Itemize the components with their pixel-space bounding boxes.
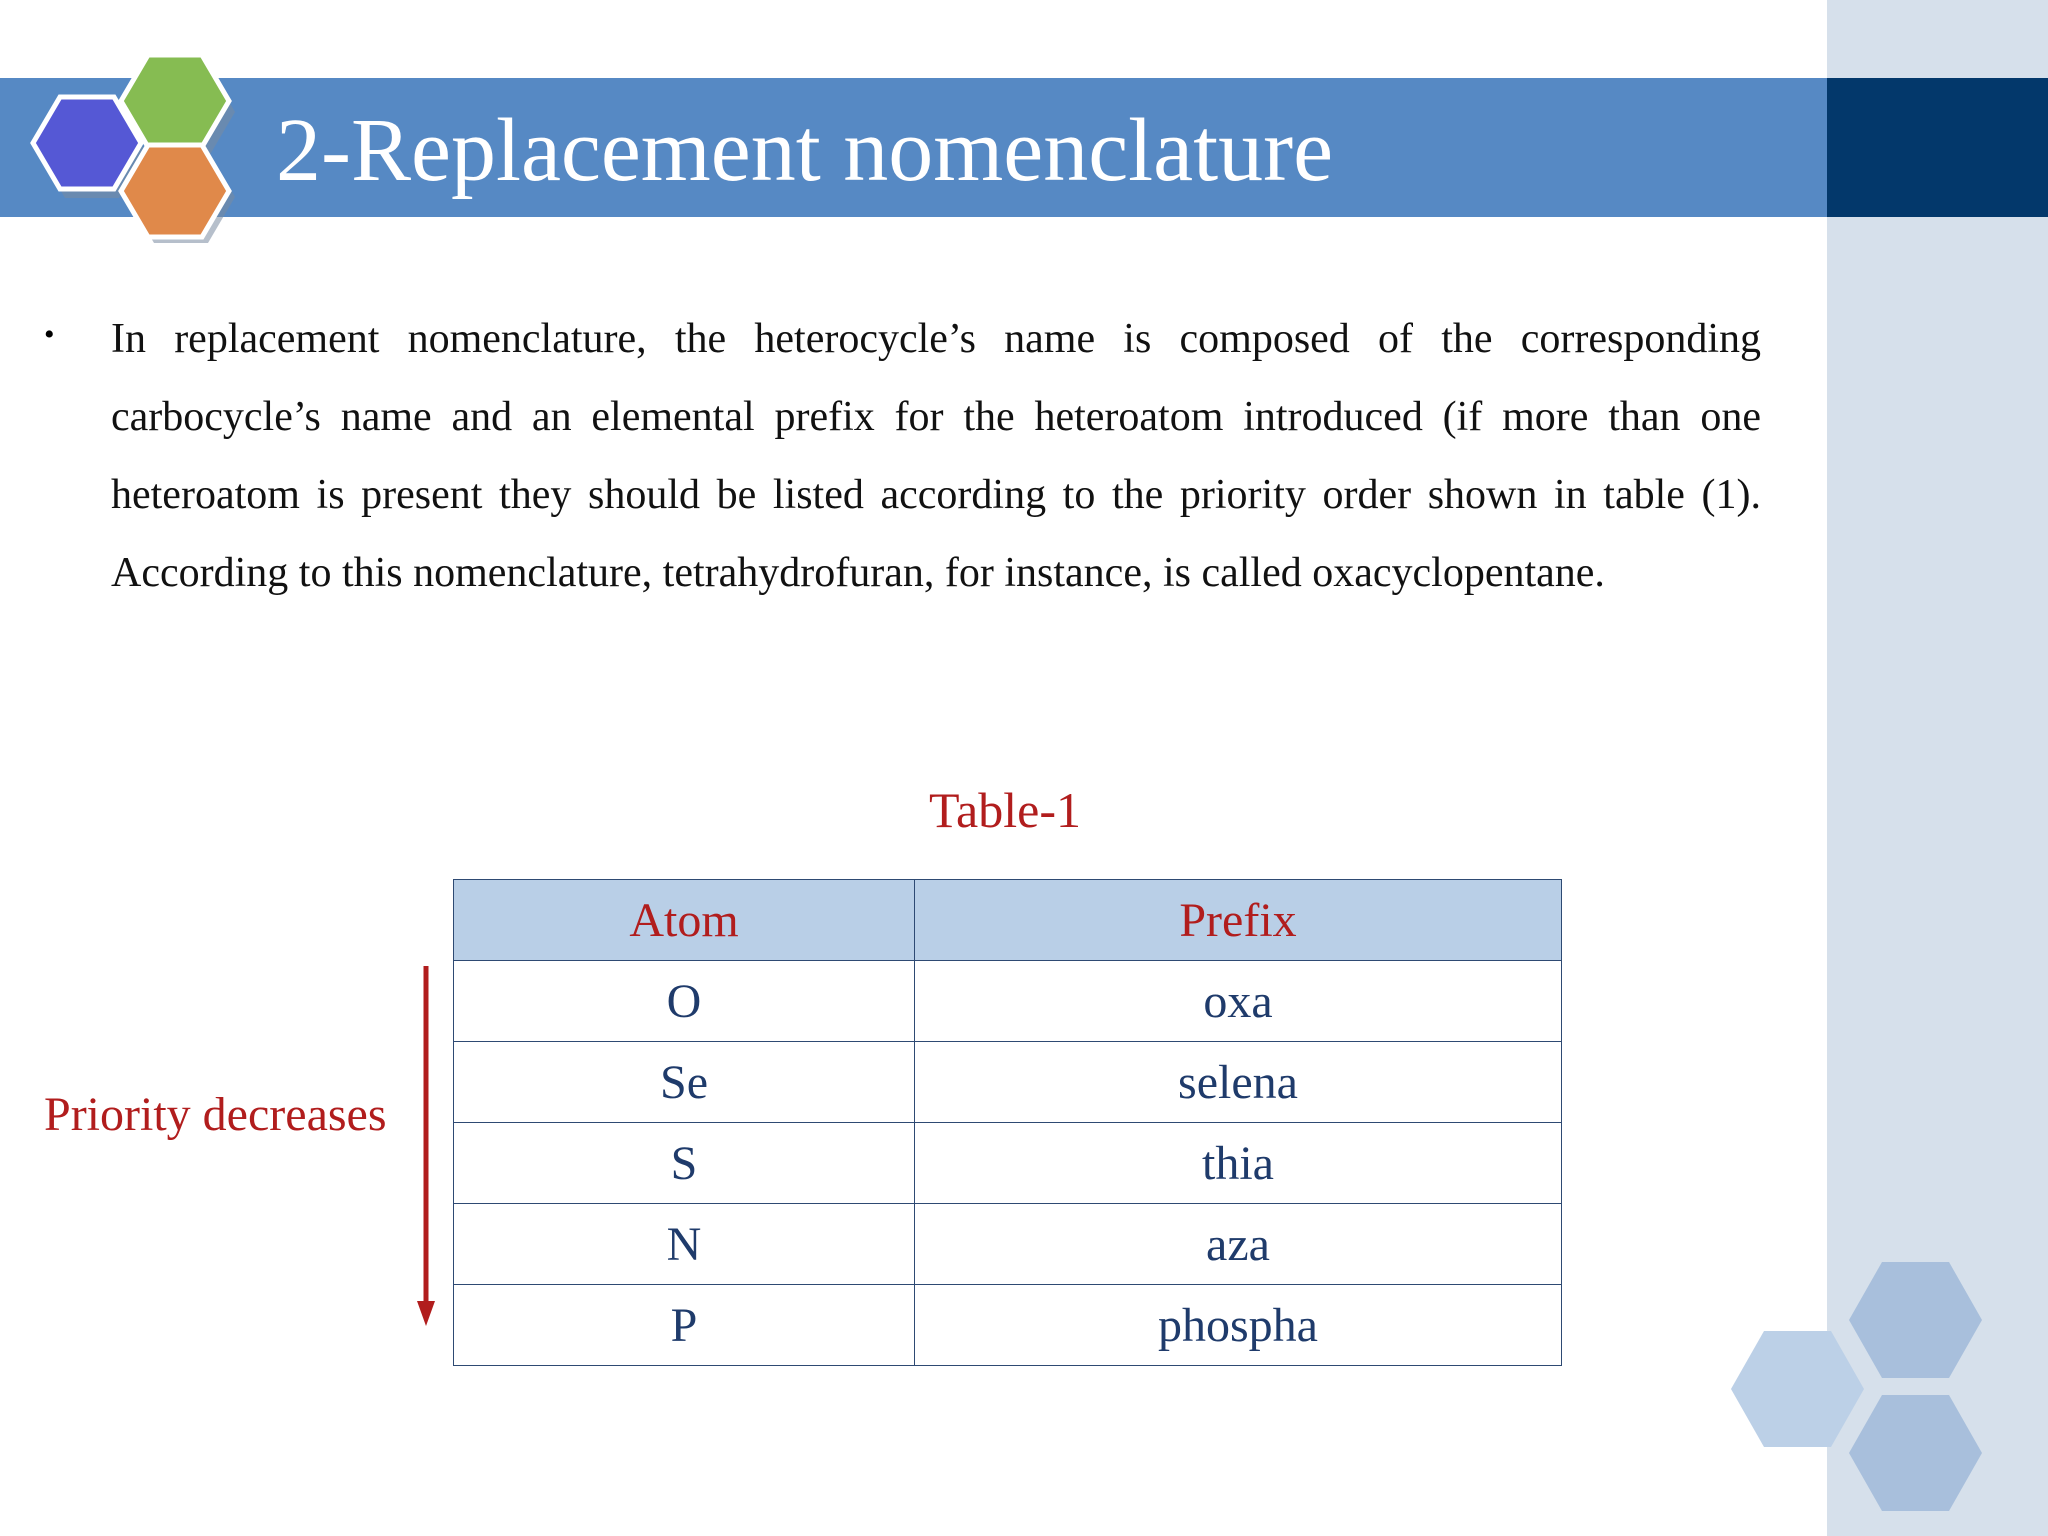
table-caption: Table-1	[929, 782, 1081, 838]
slide-title: 2-Replacement nomenclature	[276, 101, 1334, 200]
orange-hexagon	[121, 145, 229, 237]
priority-label: Priority decreases	[44, 1088, 387, 1141]
table-row	[454, 1204, 1562, 1285]
bullet-point: •	[44, 318, 55, 351]
title-bar-accent	[1827, 78, 2048, 217]
body-paragraph: In replacement nomenclature, the heterocycle’s name is composed of the corresponding carbocycle’s name and an elemental prefix for the heteroatom introduced (if more than one heteroatom is present they should be listed according to the priority order shown in table (1). According to this nomenclature, tetrahydrofuran, for instance, is called oxacyclopentane.	[111, 316, 1761, 596]
down-arrow-icon	[414, 966, 438, 1326]
table-row	[454, 961, 1562, 1042]
header-atom: Atom	[454, 880, 915, 961]
deco-hexagon	[1849, 1395, 1982, 1511]
prefix-cell: selena	[915, 1042, 1562, 1123]
blue-hexagon	[33, 97, 141, 189]
atom-cell: P	[454, 1285, 915, 1366]
table-row	[454, 1042, 1562, 1123]
deco-hexagon	[1731, 1331, 1864, 1447]
atom-cell: N	[454, 1204, 915, 1285]
table-header-row	[454, 880, 1562, 961]
table-row	[454, 1123, 1562, 1204]
atom-cell: O	[454, 961, 915, 1042]
atom-cell: Se	[454, 1042, 915, 1123]
prefix-table	[453, 879, 1562, 1366]
prefix-cell: oxa	[915, 961, 1562, 1042]
prefix-cell: phospha	[915, 1285, 1562, 1366]
prefix-cell: thia	[915, 1123, 1562, 1204]
atom-cell: S	[454, 1123, 915, 1204]
table-row	[454, 1285, 1562, 1366]
decorative-hexagons-icon	[1700, 1250, 2048, 1536]
deco-hexagon	[1849, 1262, 1982, 1378]
hexagon-logo-icon	[0, 0, 260, 260]
prefix-cell: aza	[915, 1204, 1562, 1285]
header-prefix: Prefix	[915, 880, 1562, 961]
